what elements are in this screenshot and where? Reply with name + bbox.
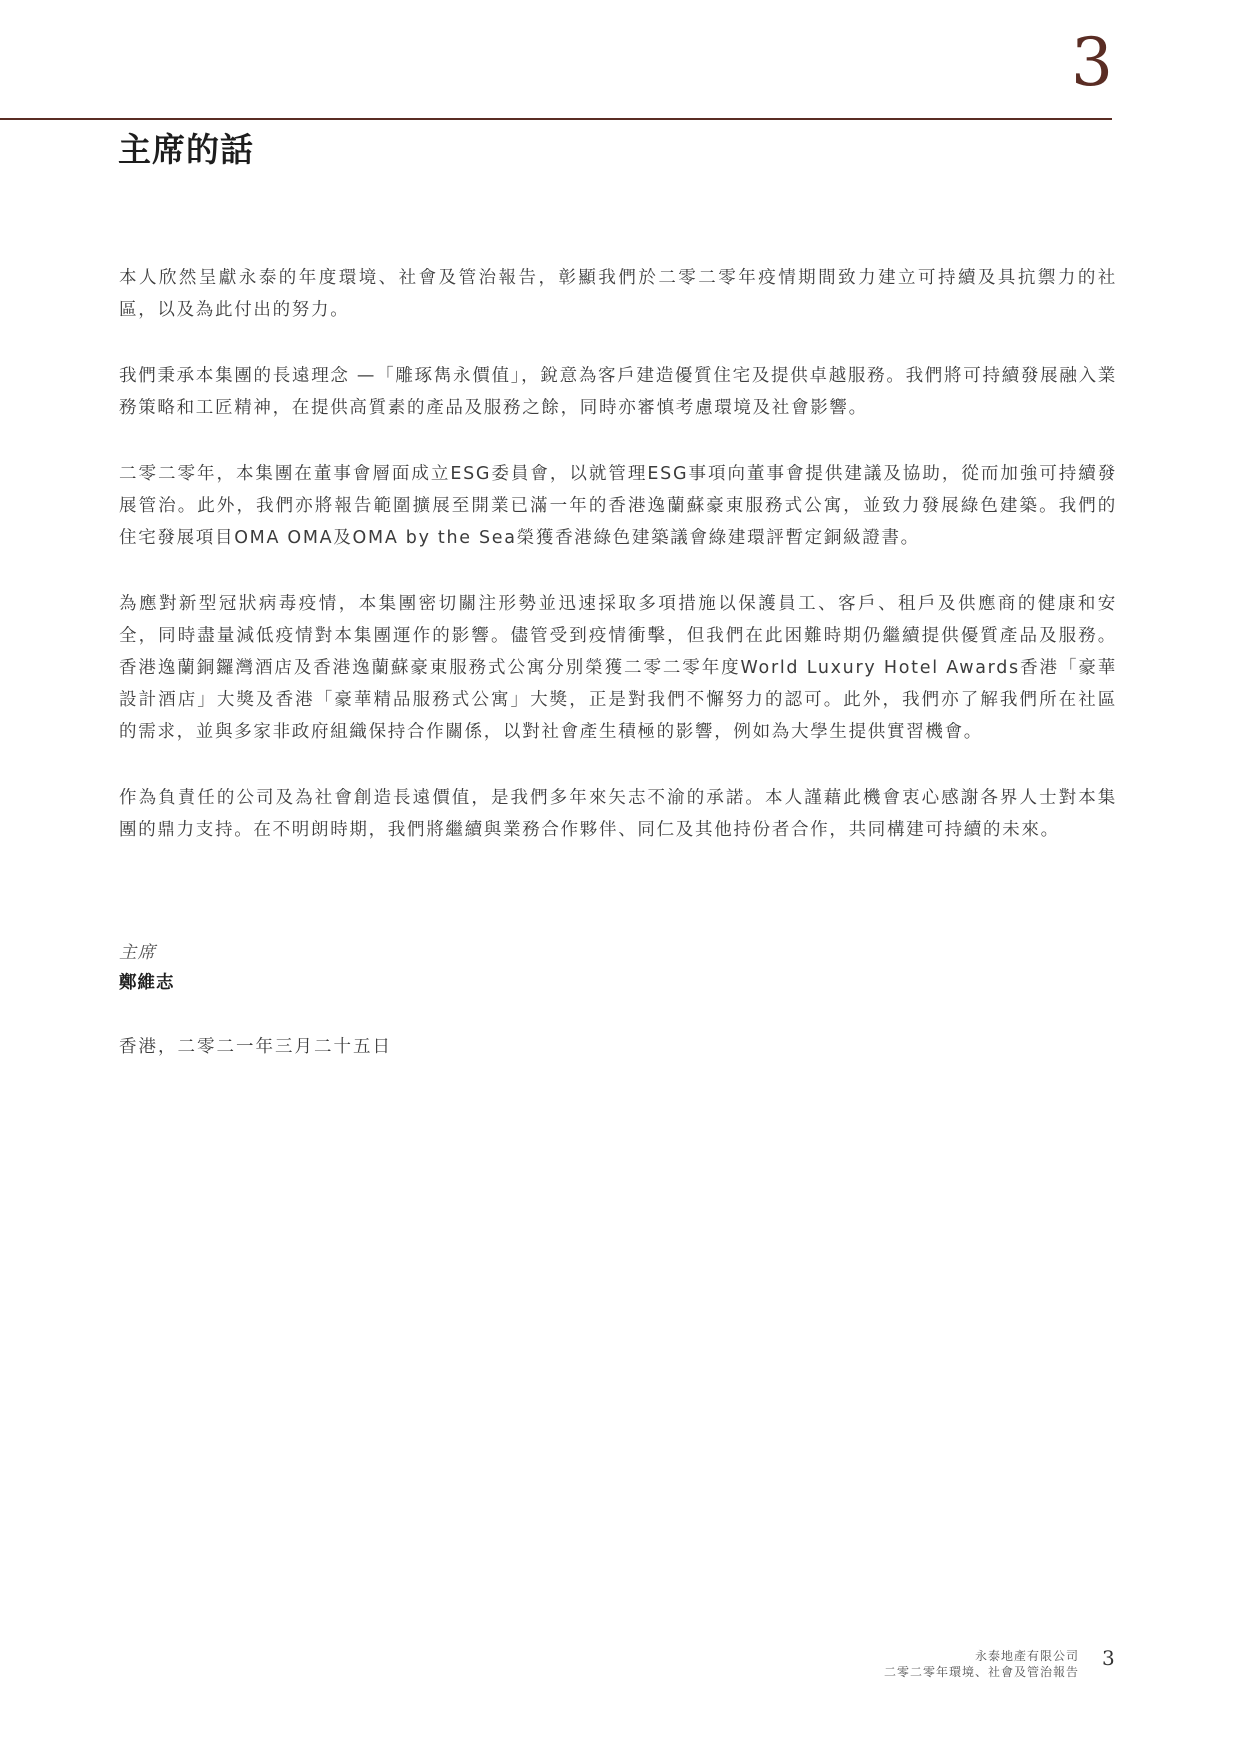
paragraph-4: 為應對新型冠狀病毒疫情，本集團密切關注形勢並迅速採取多項措施以保護員工、客戶、租戶及供應商的健康和安全，同時盡量減低疫情對本集團運作的影響。儘管受到疫情衝擊，但我們在此困難時期仍繼續提供優質產品及服務。香港逸蘭銅鑼灣酒店及香港逸蘭蘇豪東服務式公寓分別榮獲二零二零年度World Luxury Hotel Awards香港「豪華設計酒店」大獎及香港「豪華精品服務式公寓」大獎，正是對我們不懈努力的認可。此外，我們亦了解我們所在社區的需求，並與多家非政府組織保持合作關係，以對社會產生積極的影響，例如為大學生提供實習機會。 — [119, 594, 1117, 742]
date-place-line: 香港，二零二一年三月二十五日 — [119, 1037, 392, 1057]
signature-role: 主席 — [119, 943, 156, 963]
signature-name: 鄭維志 — [119, 973, 175, 993]
letter-body — [119, 262, 1117, 880]
footer-report-title: 二零二零年環境、社會及管治報告 — [883, 1665, 1079, 1679]
signature-block — [119, 938, 175, 998]
paragraph-2: 我們秉承本集團的長遠理念 —「雕琢雋永價值」，銳意為客戶建造優質住宅及提供卓越服務。我們將可持續發展融入業務策略和工匠精神，在提供高質素的產品及服務之餘，同時亦審慎考慮環境及社會影響。 — [119, 366, 1117, 418]
page-footer — [884, 1648, 1079, 1680]
chapter-number: 3 — [1071, 24, 1113, 101]
paragraph-3: 二零二零年，本集團在董事會層面成立ESG委員會，以就管理ESG事項向董事會提供建議及協助，從而加強可持續發展管治。此外，我們亦將報告範圍擴展至開業已滿一年的香港逸蘭蘇豪東服務式公寓，並致力發展綠色建築。我們的住宅發展項目OMA OMA及OMA by the Sea榮獲香港綠色建築議會綠建環評暫定銅級證書。 — [119, 464, 1117, 548]
header-divider — [0, 118, 1112, 120]
paragraph-1: 本人欣然呈獻永泰的年度環境、社會及管治報告，彰顯我們於二零二零年疫情期間致力建立可持續及具抗禦力的社區，以及為此付出的努力。 — [119, 268, 1117, 320]
page-number: 3 — [1102, 1646, 1115, 1670]
page-title: 主席的話 — [118, 130, 254, 169]
footer-company: 永泰地產有限公司 — [974, 1649, 1079, 1663]
paragraph-5: 作為負責任的公司及為社會創造長遠價值，是我們多年來矢志不渝的承諾。本人謹藉此機會衷心感謝各界人士對本集團的鼎力支持。在不明朗時期，我們將繼續與業務合作夥伴、同仁及其他持份者合作，共同構建可持續的未來。 — [119, 788, 1117, 840]
